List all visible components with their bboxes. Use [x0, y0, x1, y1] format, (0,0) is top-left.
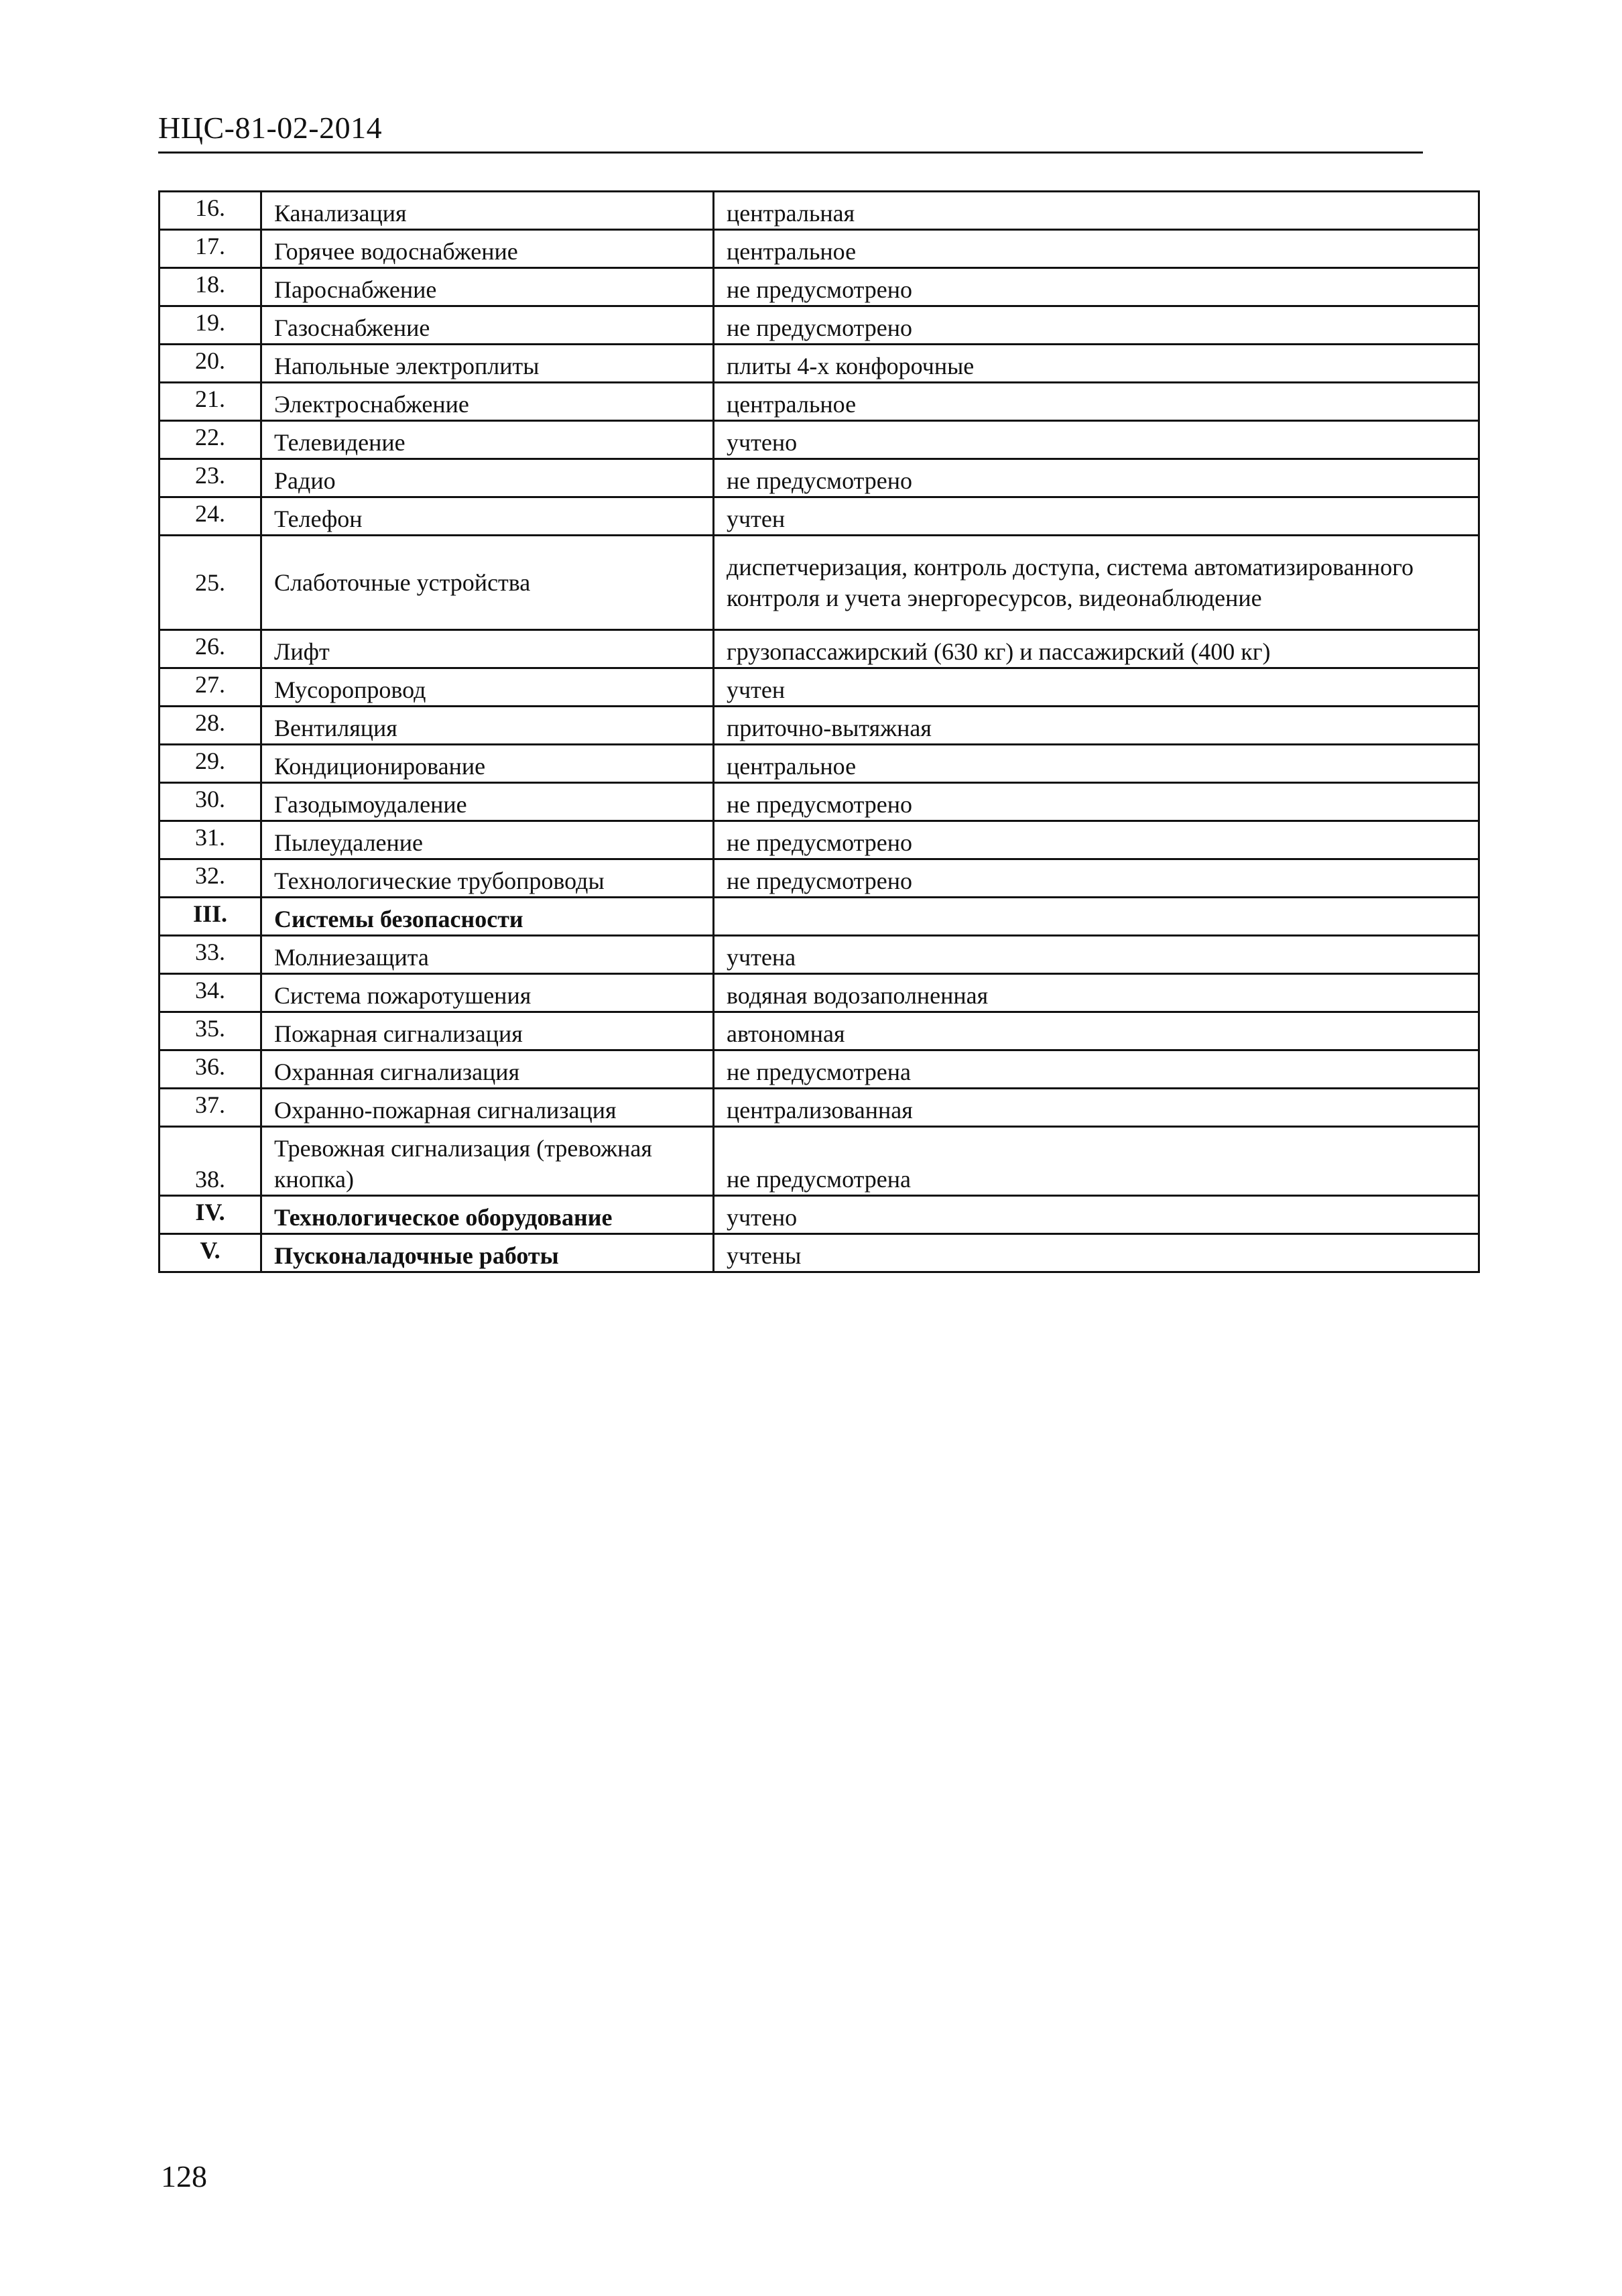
row-number: 19.	[160, 306, 261, 345]
row-number: 26.	[160, 630, 261, 668]
row-name: Система пожаротушения	[261, 974, 714, 1012]
page-number: 128	[161, 2159, 207, 2193]
row-value: автономная	[714, 1012, 1479, 1050]
table-row	[160, 630, 1479, 668]
row-value: приточно-вытяжная	[714, 707, 1479, 745]
table-row	[160, 383, 1479, 421]
table-row	[160, 936, 1479, 974]
row-value: не предусмотрено	[714, 268, 1479, 306]
row-value: грузопассажирский (630 кг) и пассажирский (400 кг)	[714, 630, 1479, 668]
row-value: плиты 4-х конфорочные	[714, 345, 1479, 383]
row-name: Газодымоудаление	[261, 783, 714, 821]
row-number: 30.	[160, 783, 261, 821]
specification-table	[158, 190, 1480, 1273]
row-value: не предусмотрена	[714, 1127, 1479, 1196]
table-row	[160, 974, 1479, 1012]
row-number: 22.	[160, 421, 261, 459]
section-title: Технологическое оборудование	[261, 1196, 714, 1234]
table-row	[160, 1012, 1479, 1050]
section-title: Пусконаладочные работы	[261, 1234, 714, 1272]
row-number: 28.	[160, 707, 261, 745]
section-number: IV.	[160, 1196, 261, 1234]
row-value: учтен	[714, 668, 1479, 707]
document-code: НЦС-81-02-2014	[158, 111, 383, 145]
row-number: 34.	[160, 974, 261, 1012]
section-title: Системы безопасности	[261, 898, 714, 936]
row-value: центральное	[714, 745, 1479, 783]
row-name: Вентиляция	[261, 707, 714, 745]
row-number: 29.	[160, 745, 261, 783]
row-value: не предусмотрено	[714, 306, 1479, 345]
table-row	[160, 821, 1479, 859]
row-value: учтена	[714, 936, 1479, 974]
row-number: 25.	[160, 536, 261, 630]
row-name: Охранная сигнализация	[261, 1050, 714, 1089]
row-number: 33.	[160, 936, 261, 974]
table-row	[160, 783, 1479, 821]
row-value: не предусмотрено	[714, 459, 1479, 497]
row-name: Охранно-пожарная сигнализация	[261, 1089, 714, 1127]
table-row	[160, 1127, 1479, 1196]
table-row	[160, 192, 1479, 230]
row-name: Технологические трубопроводы	[261, 859, 714, 898]
row-number: 16.	[160, 192, 261, 230]
row-number: 18.	[160, 268, 261, 306]
row-value: учтено	[714, 421, 1479, 459]
table-row	[160, 345, 1479, 383]
row-number: 23.	[160, 459, 261, 497]
table-row	[160, 1050, 1479, 1089]
row-number: 32.	[160, 859, 261, 898]
row-name: Телевидение	[261, 421, 714, 459]
row-number: 35.	[160, 1012, 261, 1050]
row-value: учтен	[714, 497, 1479, 536]
row-value: не предусмотрена	[714, 1050, 1479, 1089]
row-name: Радио	[261, 459, 714, 497]
section-header-row	[160, 1234, 1479, 1272]
row-value: центральная	[714, 192, 1479, 230]
row-value: центральное	[714, 383, 1479, 421]
table-row	[160, 1089, 1479, 1127]
row-name: Электроснабжение	[261, 383, 714, 421]
row-name: Пылеудаление	[261, 821, 714, 859]
header-divider	[158, 152, 1423, 154]
row-name: Пароснабжение	[261, 268, 714, 306]
table-row	[160, 497, 1479, 536]
row-name: Лифт	[261, 630, 714, 668]
table-row	[160, 745, 1479, 783]
row-name: Напольные электроплиты	[261, 345, 714, 383]
row-name: Пожарная сигнализация	[261, 1012, 714, 1050]
section-header-row	[160, 898, 1479, 936]
row-name: Канализация	[261, 192, 714, 230]
table-row	[160, 536, 1479, 630]
row-number: 24.	[160, 497, 261, 536]
row-number: 27.	[160, 668, 261, 707]
row-number: 21.	[160, 383, 261, 421]
table-row	[160, 268, 1479, 306]
table-row	[160, 859, 1479, 898]
row-value: не предусмотрено	[714, 821, 1479, 859]
row-value: диспетчеризация, контроль доступа, система автоматизированного контроля и учета энергоресурсов, видеонаблюдение	[714, 536, 1479, 630]
row-value: централизованная	[714, 1089, 1479, 1127]
row-number: 17.	[160, 230, 261, 268]
table-row	[160, 668, 1479, 707]
row-number: 37.	[160, 1089, 261, 1127]
row-name: Мусоропровод	[261, 668, 714, 707]
table-row	[160, 306, 1479, 345]
table-row	[160, 230, 1479, 268]
row-number: 31.	[160, 821, 261, 859]
row-name: Телефон	[261, 497, 714, 536]
row-number: 20.	[160, 345, 261, 383]
row-value: водяная водозаполненная	[714, 974, 1479, 1012]
table-row	[160, 421, 1479, 459]
row-name: Горячее водоснабжение	[261, 230, 714, 268]
row-value: учтено	[714, 1196, 1479, 1234]
row-name: Слаботочные устройства	[261, 536, 714, 630]
row-value: центральное	[714, 230, 1479, 268]
table-row	[160, 707, 1479, 745]
row-name: Молниезащита	[261, 936, 714, 974]
row-name: Кондиционирование	[261, 745, 714, 783]
row-value	[714, 898, 1479, 936]
row-name: Тревожная сигнализация (тревожная кнопка)	[261, 1127, 714, 1196]
row-number: 36.	[160, 1050, 261, 1089]
section-number: III.	[160, 898, 261, 936]
table-row	[160, 459, 1479, 497]
row-value: не предусмотрено	[714, 783, 1479, 821]
row-value: не предусмотрено	[714, 859, 1479, 898]
section-number: V.	[160, 1234, 261, 1272]
row-name: Газоснабжение	[261, 306, 714, 345]
row-value: учтены	[714, 1234, 1479, 1272]
section-header-row	[160, 1196, 1479, 1234]
row-number: 38.	[160, 1127, 261, 1196]
